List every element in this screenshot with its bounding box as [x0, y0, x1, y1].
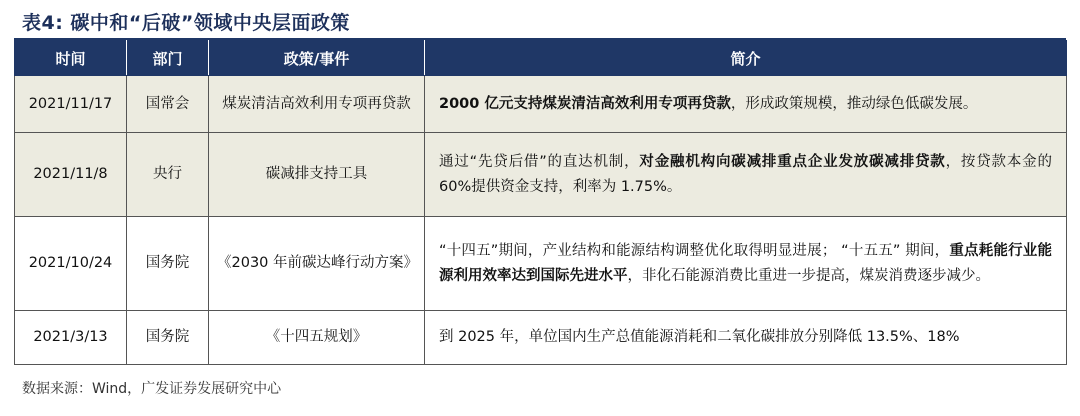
cell-dept: 国务院 [127, 217, 209, 311]
cell-dept: 央行 [127, 133, 209, 217]
desc-text: 到 2025 年，单位国内生产总值能源消耗和二氧化碳排放分别降低 13.5%、18% [439, 329, 960, 345]
header-policy: 政策/事件 [209, 41, 425, 76]
header-dept: 部门 [127, 41, 209, 76]
desc-text: ，形成政策规模，推动绿色低碳发展。 [730, 95, 978, 112]
cell-desc [425, 76, 1067, 133]
header-desc: 简介 [425, 41, 1067, 76]
table-row [15, 133, 1067, 217]
desc-text: “十四五”期间，产业结构和能源结构调整优化取得明显进展； “十五五” 期间， [439, 242, 950, 259]
desc-text: 2000 亿元支持煤炭清洁高效利用专项再贷款 [439, 95, 731, 112]
table-title: 表4: 碳中和“后破”领域中央层面政策 [22, 12, 350, 34]
cell-time: 2021/11/17 [15, 76, 127, 133]
header-time: 时间 [15, 41, 127, 76]
cell-time: 2021/11/8 [15, 133, 127, 217]
cell-dept: 国务院 [127, 311, 209, 365]
cell-policy: 《2030 年前碳达峰行动方案》 [209, 217, 425, 311]
cell-time: 2021/3/13 [15, 311, 127, 365]
table-row [15, 217, 1067, 311]
policy-table [14, 40, 1067, 365]
table-row [15, 76, 1067, 133]
desc-text: ，按贷款本金的 60%提供资金支持，利率为 1.75%。 [439, 153, 1052, 195]
cell-desc [425, 217, 1067, 311]
desc-text: 对金融机构向碳减排重点企业发放碳减排贷款 [639, 153, 946, 170]
table-header-row [15, 41, 1067, 76]
cell-desc [425, 311, 1067, 365]
cell-time: 2021/10/24 [15, 217, 127, 311]
source-note: 数据来源：Wind，广发证券发展研究中心 [22, 381, 282, 397]
table-row [15, 311, 1067, 365]
cell-policy: 碳减排支持工具 [209, 133, 425, 217]
cell-dept: 国常会 [127, 76, 209, 133]
desc-text: 通过“先贷后借”的直达机制， [439, 153, 640, 170]
cell-policy: 煤炭清洁高效利用专项再贷款 [209, 76, 425, 133]
policy-table-container [14, 40, 1066, 365]
desc-text: ，非化石能源消费比重进一步提高，煤炭消费逐步减少。 [627, 267, 990, 284]
cell-desc [425, 133, 1067, 217]
cell-policy: 《十四五规划》 [209, 311, 425, 365]
desc-text: 重点耗能行业能源利用效率达到国际先进水平 [439, 242, 1053, 284]
